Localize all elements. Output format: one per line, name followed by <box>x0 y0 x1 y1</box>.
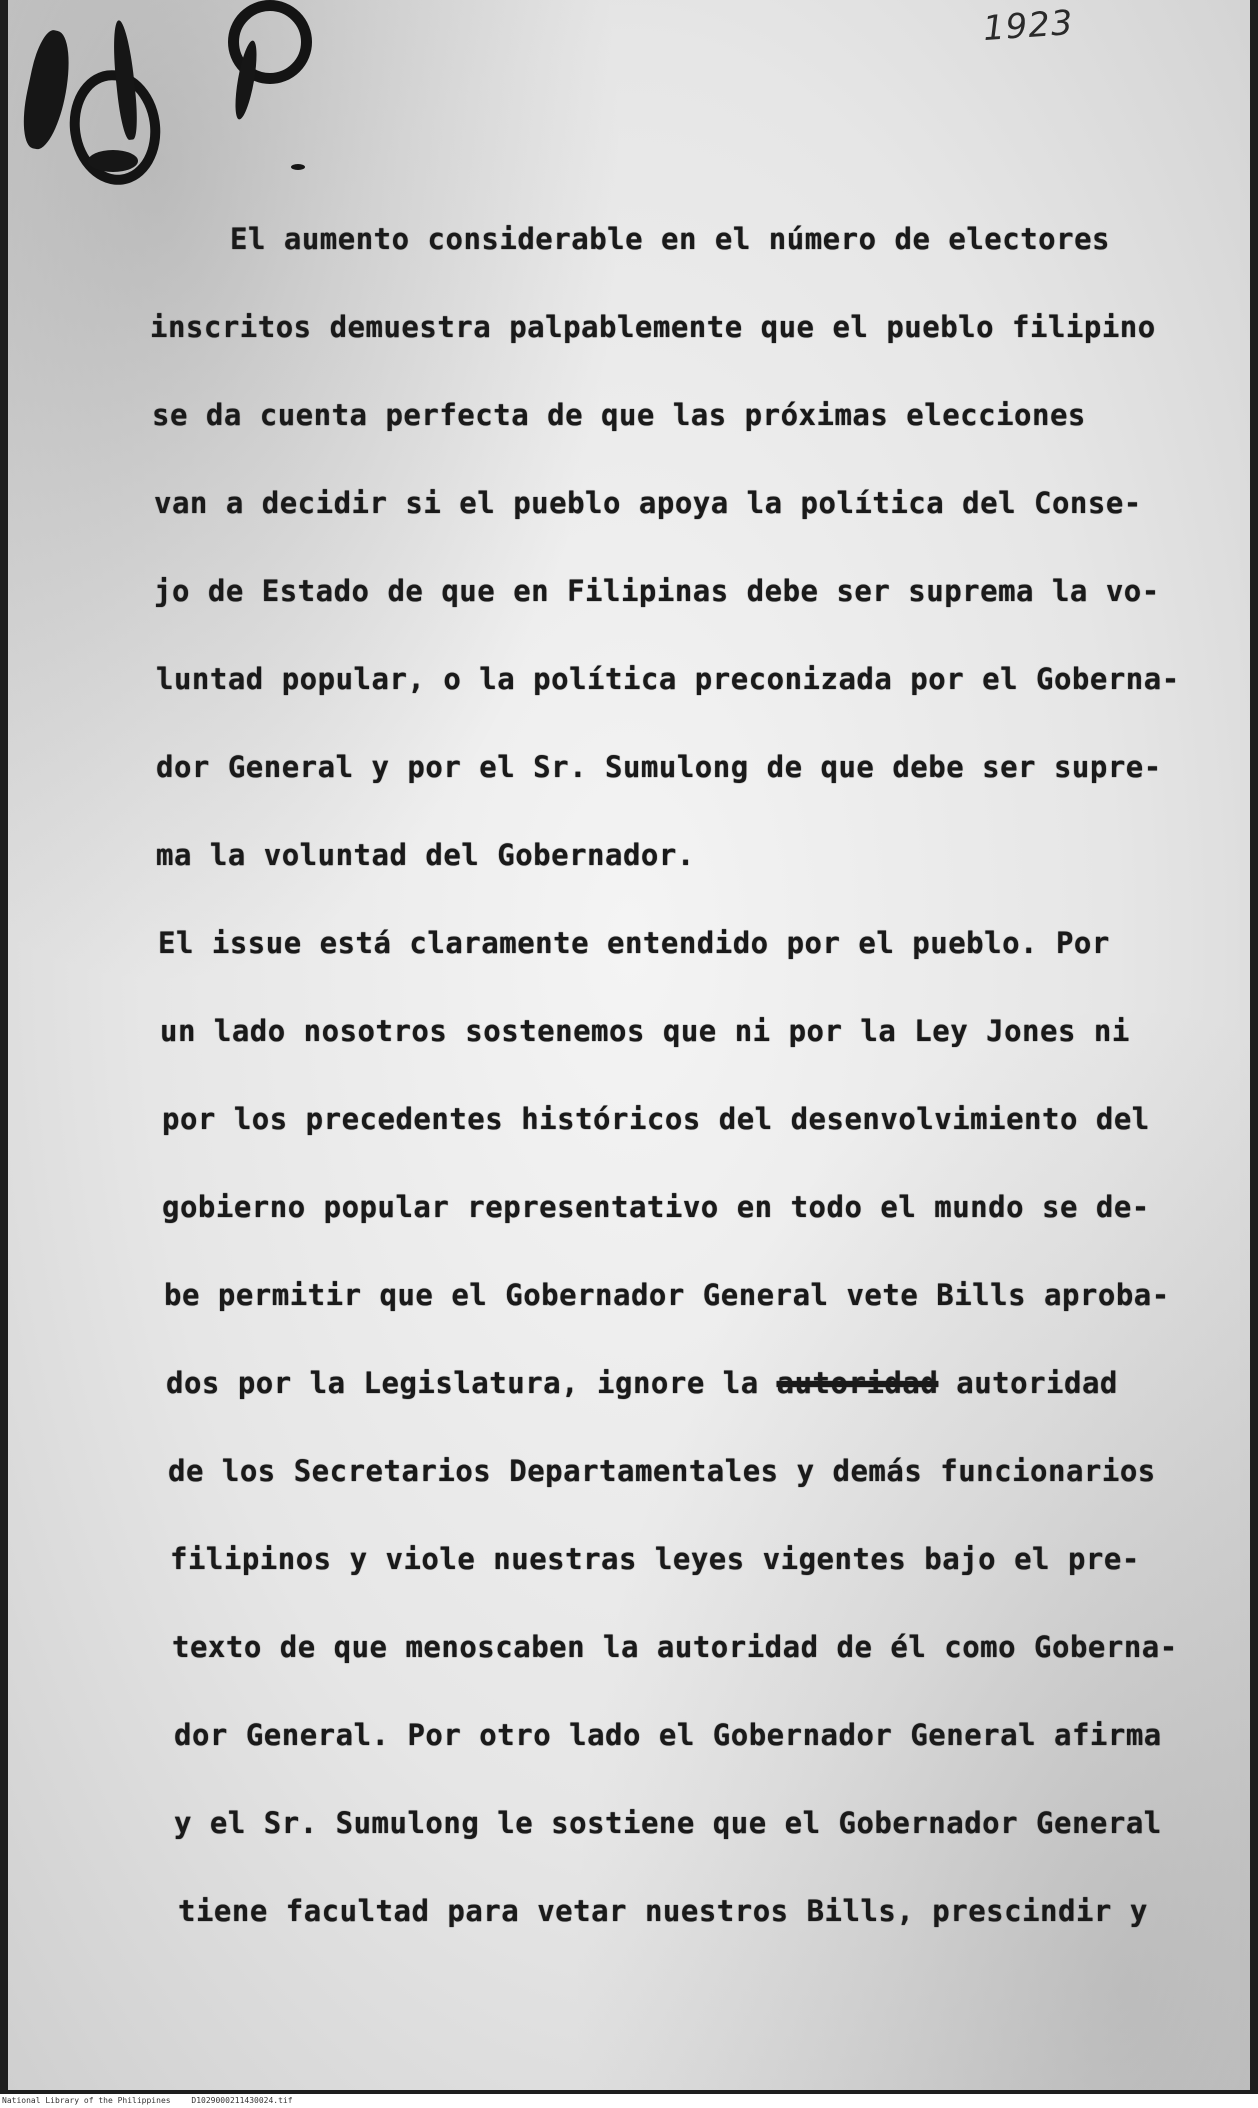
text-line: y el Sr. Sumulong le sostiene que el Gobernador General <box>174 1806 1162 1840</box>
text-line-tail: autoridad <box>956 1366 1118 1400</box>
text-line: El aumento considerable en el número de electores <box>230 222 1111 256</box>
text-line: tiene facultad para vetar nuestros Bills, prescindir y <box>178 1894 1148 1928</box>
text-line: jo de Estado de que en Filipinas debe ser suprema la vo- <box>154 574 1160 608</box>
text-line: se da cuenta perfecta de que las próximas elecciones <box>152 398 1086 432</box>
text-line: luntad popular, o la política preconizada por el Goberna- <box>156 662 1180 696</box>
text-line: be permitir que el Gobernador General vete Bills aproba- <box>164 1278 1170 1312</box>
text-line: texto de que menoscaben la autoridad de él como Goberna- <box>172 1630 1178 1664</box>
footer-file: D1029000211430024.tif <box>191 2096 293 2105</box>
handwritten-year: 1923 <box>981 2 1075 50</box>
text-line: dor General. Por otro lado el Gobernador General afirma <box>174 1718 1162 1752</box>
text-line: El issue está claramente entendido por el pueblo. Por <box>158 926 1110 960</box>
text-line <box>166 1366 1118 1400</box>
text-line: ma la voluntad del Gobernador. <box>156 838 695 872</box>
ink-blot <box>16 27 78 152</box>
text-line: un lado nosotros sostenemos que ni por la Ley Jones ni <box>160 1014 1130 1048</box>
text-line: filipinos y viole nuestras leyes vigentes bajo el pre- <box>170 1542 1140 1576</box>
text-line: de los Secretarios Departamentales y demás funcionarios <box>168 1454 1156 1488</box>
text-line-head: dos por la Legislatura, ignore la <box>166 1366 759 1400</box>
text-line: dor General y por el Sr. Sumulong de que debe ser supre- <box>156 750 1162 784</box>
struck-word: autoridad <box>776 1366 939 1400</box>
text-line: van a decidir si el pueblo apoya la política del Conse- <box>154 486 1142 520</box>
text-line: por los precedentes históricos del desenvolvimiento del <box>162 1102 1150 1136</box>
document-page <box>8 0 1250 2090</box>
footer-library: National Library of the Philippines <box>2 2096 171 2105</box>
text-line: gobierno popular representativo en todo el mundo se de- <box>162 1190 1150 1224</box>
footer-caption <box>2 2096 309 2105</box>
text-line: inscritos demuestra palpablemente que el pueblo filipino <box>150 310 1156 344</box>
ink-blot <box>291 164 305 170</box>
ink-blot <box>88 150 138 172</box>
